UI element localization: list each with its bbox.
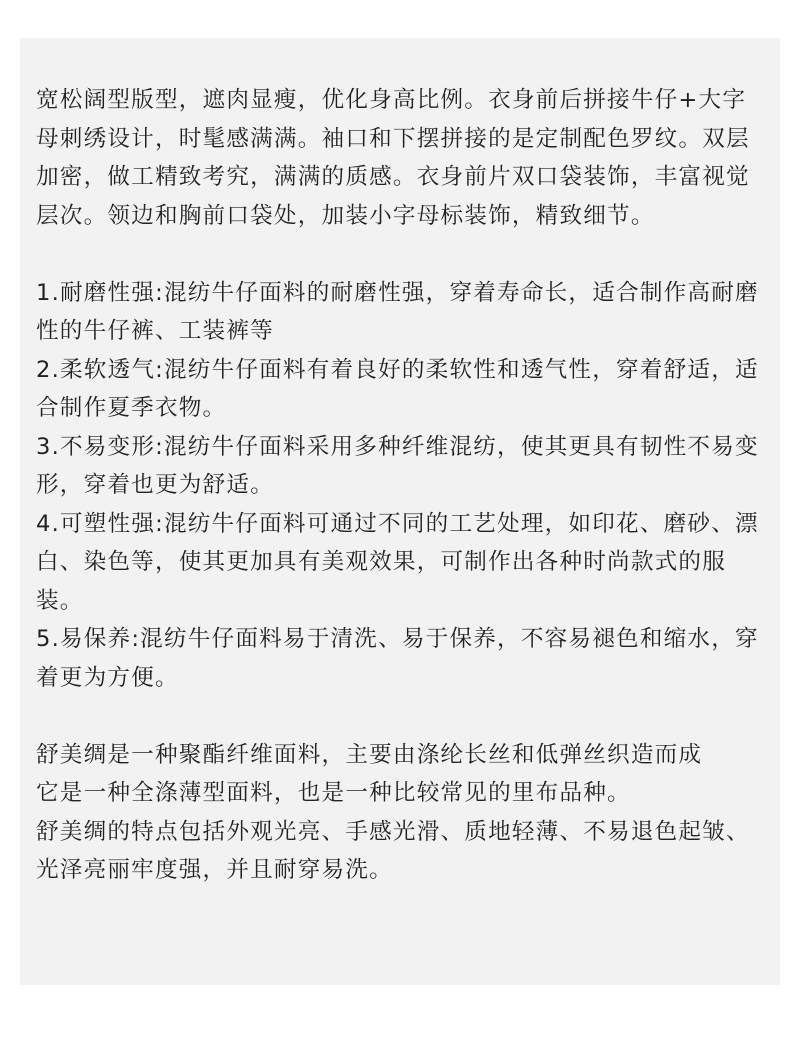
feature-item-plasticity: 4.可塑性强:混纺牛仔面料可通过不同的工艺处理，如印花、磨砂、漂白、染色等，使其更加具有美观效果，可制作出各种时尚款式的服装。	[36, 510, 759, 614]
lining-paragraph-definition: 舒美绸是一种聚酯纤维面料，主要由涤纶长丝和低弹丝织造而成	[36, 741, 703, 768]
lining-section	[36, 736, 762, 890]
feature-item-shape-retention: 3.不易变形:混纺牛仔面料采用多种纤维混纺，使其更具有韧性不易变形，穿着也更为舒适。	[36, 433, 759, 498]
feature-item-easy-care: 5.易保养:混纺牛仔面料易于清洗、易于保养，不容易褪色和缩水，穿着更为方便。	[36, 626, 759, 691]
content-panel	[20, 38, 780, 985]
lining-paragraph-traits: 舒美绸的特点包括外观光亮、手感光滑、质地轻薄、不易退色起皱、光泽亮丽牢度强，并且耐穿易洗。	[36, 818, 750, 883]
denim-features-section	[36, 274, 762, 698]
feature-item-wear-resistance: 1.耐磨性强:混纺牛仔面料的耐磨性强，穿着寿命长，适合制作高耐磨性的牛仔裤、工装裤等	[36, 279, 759, 344]
spacer	[36, 697, 762, 736]
lining-paragraph-type: 它是一种全涤薄型面料，也是一种比较常见的里布品种。	[36, 780, 631, 806]
feature-item-soft-breathable: 2.柔软透气:混纺牛仔面料有着良好的柔软性和透气性，穿着舒适，适合制作夏季衣物。	[36, 356, 759, 421]
intro-section	[36, 81, 762, 235]
spacer	[36, 235, 762, 274]
intro-paragraph: 宽松阔型版型，遮肉显瘦，优化身高比例。衣身前后拼接牛仔+大字母刺绣设计，时髦感满满。袖口和下摆拼接的是定制配色罗纹。双层加密，做工精致考究，满满的质感。衣身前片双口袋装饰，丰富视觉层次。领边和胸前口袋处，加装小字母标装饰，精致细节。	[36, 87, 750, 229]
